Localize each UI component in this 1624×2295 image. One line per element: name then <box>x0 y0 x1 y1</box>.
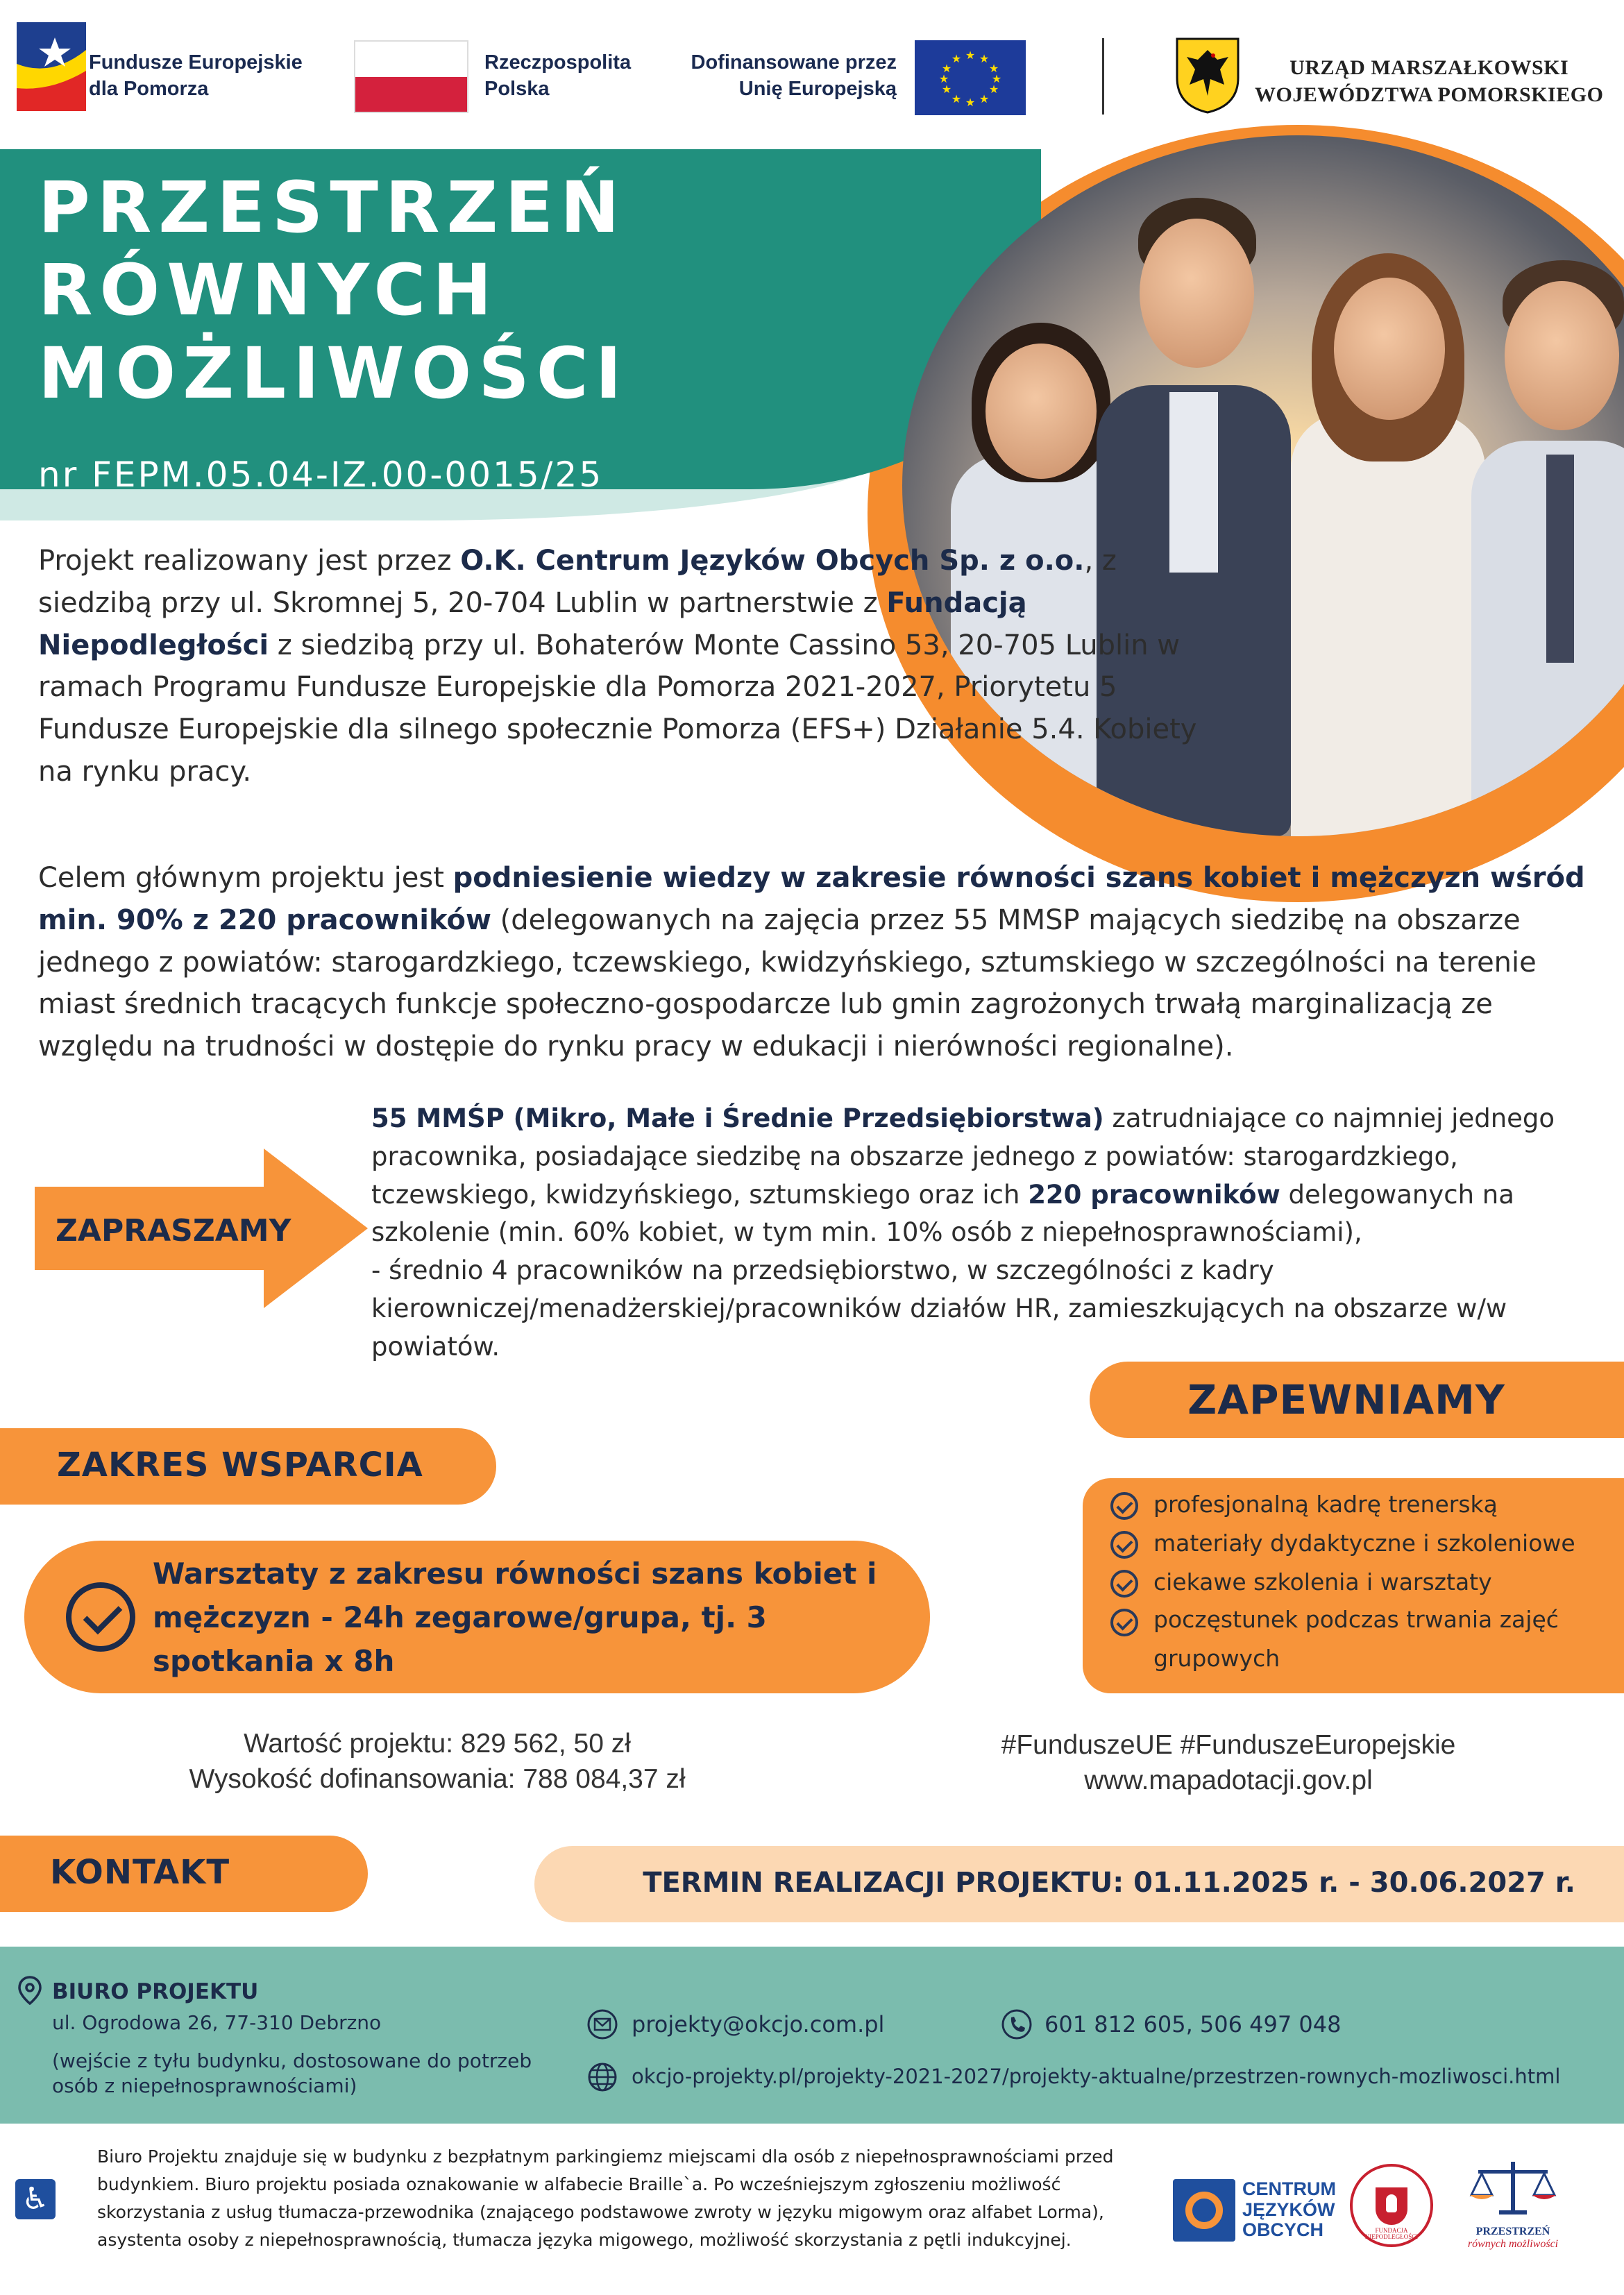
invite-text-3: - średnio 4 pracowników na przedsiębiorstwo, w szczególności z kadry kierowniczej/menadżerskiej/pracowników działów HR, zamieszkujących na obszarze w/w powiatów. <box>371 1255 1507 1362</box>
cjo-logo-line2: JĘZYKÓW <box>1242 2199 1335 2220</box>
invite-bold-smes: 55 MMŚP (Mikro, Małe i Średnie Przedsiębiorstwa) <box>371 1103 1104 1133</box>
um-logo-line2: WOJEWÓDZTWA POMORSKIEGO <box>1255 83 1604 106</box>
person-4 <box>1471 232 1624 836</box>
rp-logo-line2: Polska <box>484 77 550 100</box>
balance-scale-logo-icon <box>1464 2155 1562 2224</box>
svg-text:★: ★ <box>938 72 949 85</box>
goal-bold: podniesienie wiedzy w zakresie równości szans kobiet i mężczyzn wśród min. 90% z 220 pracowników <box>38 862 1585 936</box>
guarantee-title: ZAPEWNIAMY <box>1187 1376 1505 1423</box>
person-3 <box>1291 212 1485 836</box>
project-value-amount: Wartość projektu: 829 562, 50 zł <box>244 1729 631 1759</box>
eu-flag-icon <box>915 40 1026 115</box>
invite-paragraph <box>371 1100 1600 1366</box>
globe-icon <box>586 2061 618 2093</box>
svg-text:★: ★ <box>979 92 990 105</box>
wheelchair-accessibility-icon: ♿ <box>15 2179 56 2219</box>
hashtags-text: #FunduszeUE #FunduszeEuropejskie <box>1001 1730 1456 1760</box>
project-website-link[interactable]: okcjo-projekty.pl/projekty-2021-2027/projekty-aktualne/przestrzen-rownych-mozliwosci.html <box>632 2065 1561 2088</box>
office-title: BIURO PROJEKTU <box>52 1979 259 2004</box>
prm-logo-line1: PRZESTRZEŃ <box>1475 2226 1550 2237</box>
check-circle-icon <box>1110 1492 1138 1520</box>
cjo-logo-icon <box>1173 2179 1235 2242</box>
email-icon <box>586 2008 618 2040</box>
hashtags <box>916 1728 1541 1798</box>
svg-text:★: ★ <box>988 62 999 75</box>
invite-text-1: zatrudniające co najmniej jednego pracownika, posiadające siedzibę na obszarze jednego z powiatów: starogardzkiego, tczewskiego, kwidzyńskiego, sztumskiego oraz ich <box>371 1103 1555 1210</box>
um-logo-text <box>1255 54 1603 108</box>
cjo-logo-line3: OBCYCH <box>1242 2219 1324 2241</box>
intro-text-3: z siedzibą przy ul. Bohaterów Monte Cassino 53, 20-705 Lublin w ramach Programu Fundusze Europejskie dla Pomorza 2021-2027, Priorytetu 5 Fundusze Europejskie dla silnego społecznie Pomorza (EFS+) Działanie 5.4. Kobiety na rynku pracy. <box>38 629 1197 788</box>
project-cofinancing-amount: Wysokość dofinansowania: 788 084,37 zł <box>189 1763 686 1794</box>
check-circle-icon <box>1110 1609 1138 1636</box>
fundusze-europejskie-logo-icon <box>17 22 86 111</box>
svg-text:★: ★ <box>941 83 952 96</box>
guarantee-item <box>1110 1491 1498 1518</box>
guarantee-item-text: ciekawe szkolenia i warsztaty <box>1153 1568 1492 1595</box>
title-line-2: RÓWNYCH <box>38 249 499 332</box>
guarantee-item-text: materiały dydaktyczne i szkoleniowe <box>1153 1530 1575 1557</box>
um-logo-line1: URZĄD MARSZAŁKOWSKI <box>1289 56 1569 79</box>
intro-text-1: Projekt realizowany jest przez <box>38 545 461 577</box>
eu-logo-line1: Dofinansowane przez <box>691 51 897 74</box>
cjo-logo-line1: CENTRUM <box>1242 2178 1336 2199</box>
svg-text:★: ★ <box>951 52 962 65</box>
page-title <box>38 167 906 415</box>
fundacja-logo-text: FUNDACJA NIEPODLEGŁOŚCI <box>1364 2227 1419 2240</box>
svg-text:★: ★ <box>979 52 990 65</box>
support-title: ZAKRES WSPARCIA <box>57 1446 423 1484</box>
fe-logo-text <box>89 50 303 102</box>
location-pin-icon <box>14 1974 46 2006</box>
logo-bar <box>0 0 1624 149</box>
logo-divider <box>1102 38 1104 115</box>
office-address: ul. Ogrodowa 26, 77-310 Debrzno <box>52 2011 382 2034</box>
goal-text-2: (delegowanych na zajęcia przez 55 MMSP mających siedzibę na obszarze jednego z powiatów: starogardzkiego, tczewskiego, kwidzyńskiego, sztumskiego w szczególności na terenie miast średnich tracących funkcje społeczno-gospodarcze lub gmin zagrożonych trwałą marginalizacją ze względu na trudności w dostępie do rynku pracy w edukacji i nierówności regionalne). <box>38 904 1537 1063</box>
guarantee-item <box>1110 1607 1596 1685</box>
rp-logo-line1: Rzeczpospolita <box>484 51 632 74</box>
check-circle-icon <box>66 1582 135 1652</box>
eu-logo-text <box>680 50 897 102</box>
accessibility-note: Biuro Projektu znajduje się w budynku z bezpłatnym parkingiemz miejscami dla osób z niepełnosprawnościami przed budynkiem. Biuro projektu posiada oznakowanie w alfabecie Braille`a. Po wcześniejszym zgłoszeniu możliwość skorzystania z usług tłumacza-przewodnika (znającego podstawowe zwroty w języku migowym oraz alfabet Lorma), asystenta osoby z niepełnosprawnością, tłumacza języka migowego, możliwość skorzystania z pętli indukcyjnej. <box>97 2146 1114 2250</box>
guarantee-item-text: profesjonalną kadrę trenerską <box>1153 1491 1498 1518</box>
project-value <box>125 1727 750 1797</box>
title-line-3: MOŻLIWOŚCI <box>38 332 629 415</box>
invite-bold-employees: 220 pracowników <box>1028 1179 1280 1210</box>
svg-text:★: ★ <box>965 96 976 109</box>
cjo-logo-text <box>1242 2179 1336 2241</box>
workshop-text: Warsztaty z zakresu równości szans kobiet i mężczyzn - 24h zegarowe/grupa, tj. 3 spotkania x 8h <box>153 1557 877 1678</box>
svg-text:★: ★ <box>941 62 952 75</box>
eu-logo-line2: Unię Europejską <box>738 77 897 100</box>
fe-logo-line1: Fundusze Europejskie <box>89 51 303 74</box>
intro-paragraph <box>38 540 1218 793</box>
guarantee-item <box>1110 1568 1492 1596</box>
invite-text-2: delegowanych na szkolenie (min. 60% kobiet, w tym min. 10% osób z niepełnosprawnościami), <box>371 1179 1514 1248</box>
contact-title: KONTAKT <box>50 1853 230 1892</box>
check-circle-icon <box>1110 1570 1138 1598</box>
fe-logo-line2: dla Pomorza <box>89 77 209 100</box>
fundacja-niepodleglosci-logo-icon <box>1350 2164 1433 2247</box>
prm-logo-line2: równych możliwości <box>1467 2237 1559 2250</box>
title-line-1: PRZESTRZEŃ <box>38 167 627 249</box>
email-link[interactable]: projekty@okcjo.com.pl <box>632 2011 885 2038</box>
phone-icon <box>1001 2008 1033 2040</box>
guarantee-item-text: poczęstunek podczas trwania zajęć grupowych <box>1153 1606 1559 1672</box>
svg-text:★: ★ <box>965 49 976 62</box>
svg-text:★: ★ <box>991 72 1002 85</box>
project-number: nr FEPM.05.04-IZ.00-0015/25 <box>38 455 604 495</box>
intro-text-2: , z siedzibą przy ul. Skromnej 5, 20-704 Lublin w partnerstwie z <box>38 545 1117 619</box>
invite-label: ZAPRASZAMY <box>56 1213 291 1248</box>
intro-bold-partner: Fundacją Niepodległości <box>38 586 1027 661</box>
polish-flag-icon <box>354 40 468 113</box>
office-note: (wejście z tyłu budynku, dostosowane do potrzeb osób z niepełnosprawnościami) <box>52 2049 532 2098</box>
guarantee-item <box>1110 1530 1575 1557</box>
goal-text-1: Celem głównym projektu jest <box>38 862 453 894</box>
prm-logo-text <box>1457 2226 1568 2250</box>
svg-text:★: ★ <box>988 83 999 96</box>
mapadotacji-link[interactable]: www.mapadotacji.gov.pl <box>1084 1765 1373 1795</box>
pomorskie-coat-of-arms-icon <box>1174 36 1241 114</box>
intro-bold-company: O.K. Centrum Języków Obcych Sp. z o.o. <box>460 545 1085 577</box>
goal-paragraph <box>38 857 1593 1068</box>
project-term: TERMIN REALIZACJI PROJEKTU: 01.11.2025 r. - 30.06.2027 r. <box>643 1867 1575 1899</box>
rp-logo-text <box>484 50 631 102</box>
check-circle-icon <box>1110 1531 1138 1559</box>
svg-text:★: ★ <box>951 92 962 105</box>
phone-number[interactable]: 601 812 605, 506 497 048 <box>1044 2011 1342 2038</box>
